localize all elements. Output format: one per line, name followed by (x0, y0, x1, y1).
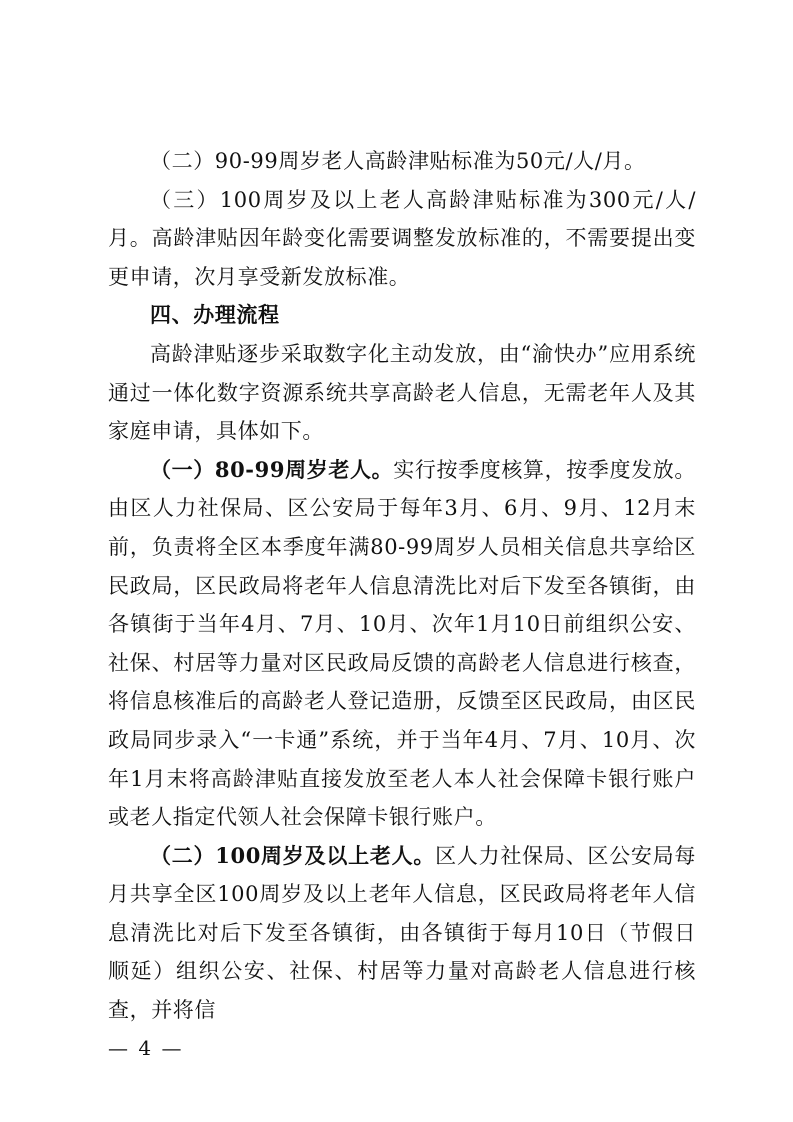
paragraph-text: 实行按季度核算，按季度发放。由区人力社保局、区公安局于每年3月、6月、9月、12月末前，负责将全区本季度年满80-99周岁人员相关信息共享给区民政局，区民政局将老年人信息清洗比对后下发至各镇街，由各镇街于当年4月、7月、10月、次年1月10日前组织公安、社保、村居等力量对区民政局反馈的高龄老人信息进行核查，将信息核准后的高龄老人登记造册，反馈至区民政局，由区民政局同步录入“一卡通”系统，并于当年4月、7月、10月、次年1月末将高龄津贴直接发放至老人本人社会保障卡银行账户或老人指定代领人社会保障卡银行账户。 (108, 457, 696, 830)
paragraph-text: 高龄津贴逐步采取数字化主动发放，由“渝快办”应用系统通过一体化数字资源系统共享高龄老人信息，无需老年人及其家庭申请，具体如下。 (108, 341, 696, 444)
page-number: — 4 — (108, 1036, 184, 1060)
paragraph-standard-100-plus (108, 181, 696, 297)
document-body (108, 142, 696, 1030)
paragraph-text: 区人力社保局、区公安局每月共享全区100周岁及以上老年人信息，区民政局将老年人信息清洗比对后下发至各镇街，由各镇街于每月10日（节假日顺延）组织公安、社保、村居等力量对高龄老人信息进行核查，并将信 (108, 843, 696, 1023)
paragraph-text: （三）100周岁及以上老人高龄津贴标准为300元/人/月。高龄津贴因年龄变化需要调整发放标准的，不需要提出变更申请，次月享受新发放标准。 (108, 187, 696, 289)
paragraph-lead: （一）80-99周岁老人。 (150, 456, 394, 482)
paragraph-standard-90-99 (108, 142, 696, 181)
paragraph-process-100-plus (108, 837, 696, 1030)
paragraph-lead: （二）100周岁及以上老人。 (150, 842, 436, 868)
paragraph-text: （二）90-99周岁老人高龄津贴标准为50元/人/月。 (150, 149, 646, 173)
paragraph-process-80-99 (108, 451, 696, 837)
section-heading: 四、办理流程 (150, 302, 280, 328)
paragraph-process-intro (108, 335, 696, 451)
